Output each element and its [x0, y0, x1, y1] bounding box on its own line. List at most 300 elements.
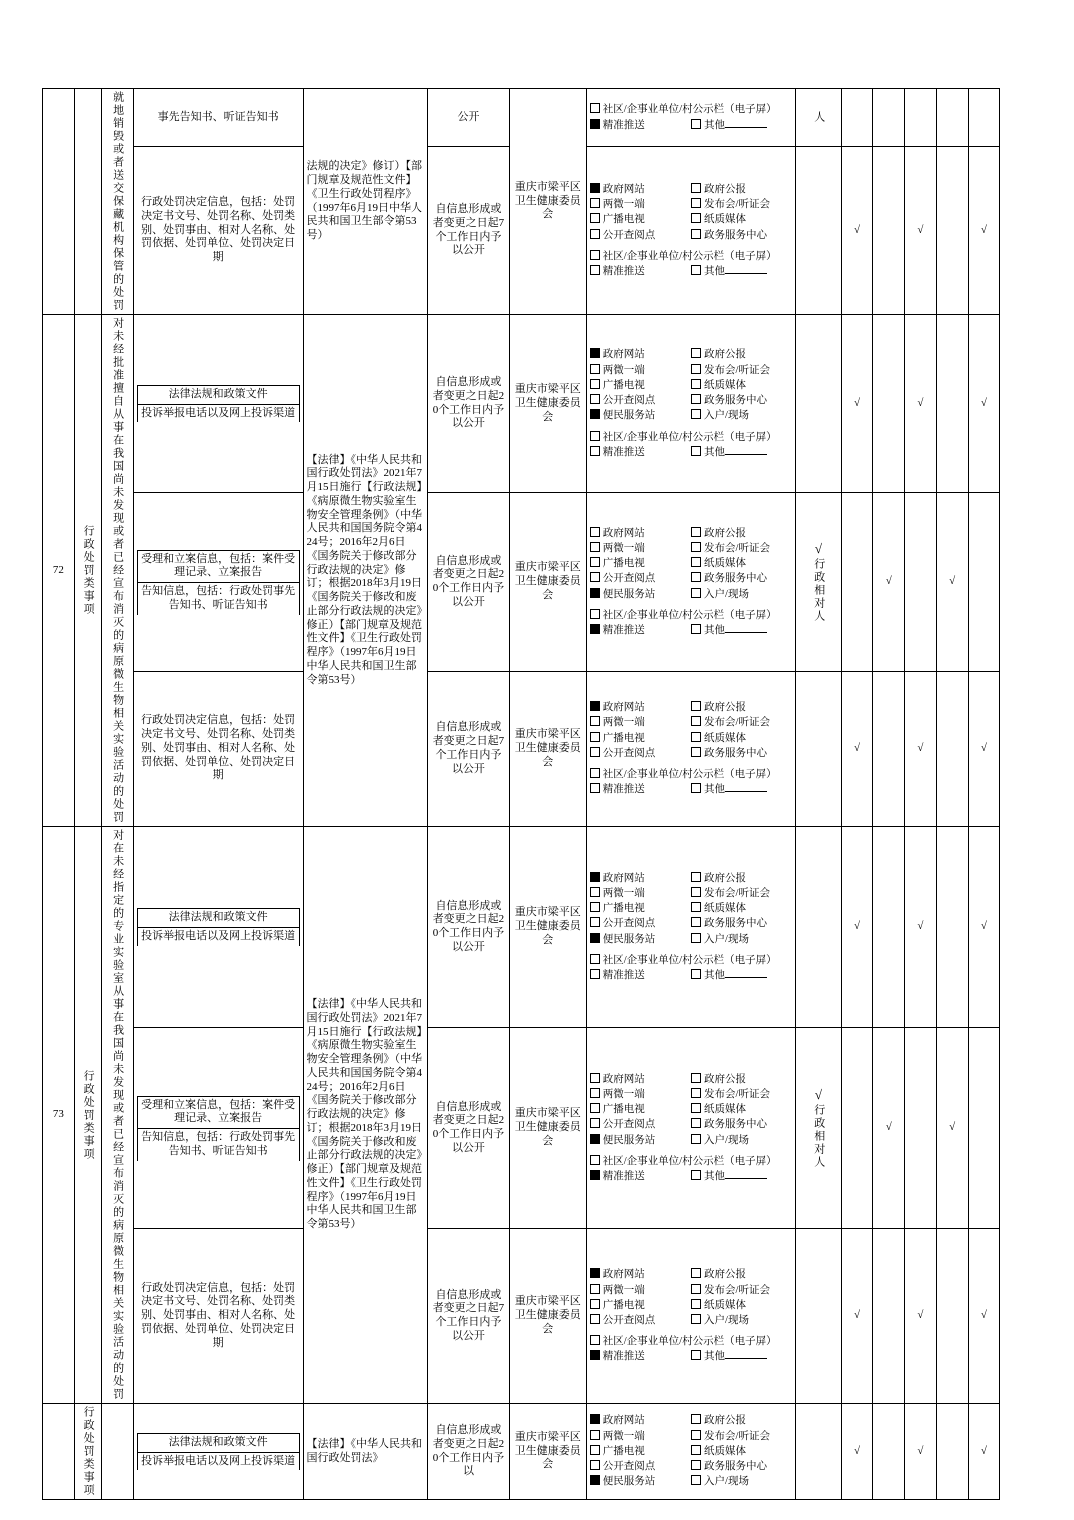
channel-option-press[interactable]: 发布会/听证会	[691, 715, 792, 730]
channel-option-public-read[interactable]: 公开查阅点	[590, 1313, 691, 1328]
channel-option-press[interactable]: 发布会/听证会	[691, 363, 792, 378]
checkbox-icon[interactable]	[590, 1103, 600, 1113]
channel-option-door[interactable]: 入户/现场	[691, 1313, 792, 1328]
checkbox-icon[interactable]	[590, 446, 600, 456]
tick-cell	[905, 1028, 937, 1229]
checkbox-icon[interactable]	[691, 527, 701, 537]
channel-option-community[interactable]: 社区/企事业单位/村公示栏（电子屏）	[590, 608, 793, 623]
tick-cell	[968, 89, 1000, 147]
checkbox-filled-icon[interactable]	[590, 1414, 600, 1424]
table-row	[43, 315, 1032, 493]
object-cell	[796, 147, 841, 315]
checkbox-icon[interactable]	[691, 572, 701, 582]
checkbox-filled-icon[interactable]	[590, 183, 600, 193]
basis-cell: 【法律】《中华人民共和国行政处罚法》	[303, 1404, 428, 1500]
checkbox-filled-icon[interactable]	[590, 1134, 600, 1144]
checkbox-icon[interactable]	[590, 1445, 600, 1455]
checkbox-icon[interactable]	[590, 250, 600, 260]
channel-option-broadcast[interactable]: 广播电视	[590, 1298, 691, 1313]
checkbox-icon[interactable]	[590, 557, 600, 567]
basis-cell: 法规的决定》修订）【部门规章及规范性文件】《卫生行政处罚程序》（1997年6月19日中华人民共和国卫生部令第53号）	[303, 89, 428, 315]
row-name-label: 对未经批准擅自从事在我国尚未发现或者已经宣布消灭的病原微生物相关实验活动的处罚	[111, 317, 124, 824]
table-row	[43, 89, 1032, 147]
channel-option-gov-web[interactable]: 政府网站	[590, 526, 691, 541]
channel-option-gov-gazette[interactable]: 政府公报	[691, 1413, 792, 1428]
channel-cell	[586, 671, 796, 826]
channel-option-paper[interactable]: 纸质媒体	[691, 556, 792, 571]
checkbox-filled-icon[interactable]	[590, 701, 600, 711]
channel-option-gov-web[interactable]: 政府网站	[590, 1072, 691, 1087]
checkbox-icon[interactable]	[590, 572, 600, 582]
row-type	[74, 315, 101, 827]
tick-cell: √	[905, 827, 937, 1028]
org-cell: 重庆市梁平区卫生健康委员会	[509, 1404, 586, 1500]
tick-cell	[873, 827, 905, 1028]
channel-option-broadcast[interactable]: 广播电视	[590, 378, 691, 393]
channel-option-gov-gazette[interactable]: 政府公报	[691, 347, 792, 362]
content-cell: 行政处罚决定信息，包括：处罚决定书文号、处罚名称、处罚类别、处罚事由、相对人名称、处罚依据、处罚单位、处罚决定日期	[133, 147, 303, 315]
channel-option-broadcast[interactable]: 广播电视	[590, 1102, 691, 1117]
tick-cell: √	[905, 147, 937, 315]
channel-option-public-read[interactable]: 公开查阅点	[590, 228, 691, 243]
tick-cell	[905, 89, 937, 147]
checkbox-filled-icon[interactable]	[590, 624, 600, 634]
time-cell: 自信息形成或者变更之日起20个工作日内予以公开	[428, 827, 510, 1028]
checkbox-icon[interactable]	[590, 198, 600, 208]
channel-option-public-read[interactable]: 公开查阅点	[590, 1459, 691, 1474]
channel-option-gov-gazette[interactable]: 政府公报	[691, 1072, 792, 1087]
checkbox-icon[interactable]	[691, 265, 701, 275]
channel-option-precise[interactable]: 精准推送	[590, 264, 691, 279]
other-blank-line[interactable]	[725, 118, 767, 128]
channel-option-other[interactable]: 其他	[691, 445, 792, 460]
disclosure-table	[42, 88, 1032, 1500]
content-cell: 事先告知书、听证告知书	[133, 89, 303, 147]
content-sub-b: 告知信息，包括：行政处罚事先告知书、听证告知书	[137, 583, 299, 615]
channel-option-community[interactable]: 社区/企事业单位/村公示栏（电子屏）	[590, 1154, 793, 1169]
channel-option-door[interactable]: 入户/现场	[691, 932, 792, 947]
time-cell: 自信息形成或者变更之日起20个工作日内予以公开	[428, 1028, 510, 1229]
tick-cell: √	[841, 671, 873, 826]
object-cell	[796, 671, 841, 826]
channel-option-gov-web[interactable]: 政府网站	[590, 1267, 691, 1282]
channel-option-convenient[interactable]: 便民服务站	[590, 932, 691, 947]
checkbox-icon[interactable]	[691, 902, 701, 912]
channel-option-precise[interactable]: 精准推送	[590, 1349, 691, 1364]
tick-cell	[936, 827, 968, 1028]
channel-option-other[interactable]: 其他	[691, 264, 792, 279]
checkbox-icon[interactable]	[691, 732, 701, 742]
tick-cell: √	[968, 147, 1000, 315]
checkbox-filled-icon[interactable]	[590, 119, 600, 129]
channel-option-gov-gazette[interactable]: 政府公报	[691, 182, 792, 197]
object-tick: √	[814, 541, 823, 557]
checkbox-icon[interactable]	[691, 557, 701, 567]
channel-option-precise[interactable]: 精准推送	[590, 1169, 691, 1184]
channel-option-gov-gazette[interactable]: 政府公报	[691, 871, 792, 886]
tick-cell: √	[936, 1028, 968, 1229]
other-blank-line[interactable]	[725, 623, 767, 633]
checkbox-icon[interactable]	[691, 1350, 701, 1360]
checkbox-icon[interactable]	[590, 1335, 600, 1345]
channel-option-public-read[interactable]: 公开查阅点	[590, 393, 691, 408]
row-name-label: 对在未经指定的专业实验室从事在我国尚未发现或者已经宣布消灭的病原微生物相关实验活动的处罚	[111, 829, 124, 1401]
checkbox-icon[interactable]	[590, 954, 600, 964]
channel-option-public-read[interactable]: 公开查阅点	[590, 916, 691, 931]
checkbox-icon[interactable]	[691, 1299, 701, 1309]
content-cell	[133, 1404, 303, 1500]
channel-option-press[interactable]: 发布会/听证会	[691, 886, 792, 901]
checkbox-icon[interactable]	[590, 1299, 600, 1309]
checkbox-icon[interactable]	[590, 1118, 600, 1128]
tick-cell	[936, 1229, 968, 1404]
channel-option-gov-service[interactable]: 政务服务中心	[691, 393, 792, 408]
content-sub-a: 受理和立案信息，包括：案件受理记录、立案报告	[137, 1096, 299, 1129]
checkbox-icon[interactable]	[590, 917, 600, 927]
checkbox-icon[interactable]	[691, 747, 701, 757]
channel-option-weibo[interactable]: 两微一端	[590, 363, 691, 378]
tick-cell	[936, 315, 968, 493]
channel-option-community[interactable]: 社区/企事业单位/村公示栏（电子屏）	[590, 430, 793, 445]
checkbox-filled-icon[interactable]	[590, 1475, 600, 1485]
time-cell: 自信息形成或者变更之日起20个工作日内予以公开	[428, 315, 510, 493]
channel-option-gov-service[interactable]: 政务服务中心	[691, 571, 792, 586]
tick-cell	[905, 493, 937, 671]
tick-cell	[873, 671, 905, 826]
checkbox-icon[interactable]	[590, 716, 600, 726]
tick-cell: √	[968, 827, 1000, 1028]
checkbox-icon[interactable]	[590, 887, 600, 897]
channel-option-community[interactable]: 社区/企事业单位/村公示栏（电子屏）	[590, 102, 793, 117]
tick-cell: √	[841, 1404, 873, 1500]
channel-option-broadcast[interactable]: 广播电视	[590, 1444, 691, 1459]
channel-option-gov-web[interactable]: 政府网站	[590, 871, 691, 886]
checkbox-icon[interactable]	[691, 542, 701, 552]
object-cell	[796, 1229, 841, 1404]
row-seq	[43, 1404, 75, 1500]
row-seq	[43, 89, 75, 315]
checkbox-icon[interactable]	[590, 1284, 600, 1294]
channel-option-broadcast[interactable]: 广播电视	[590, 901, 691, 916]
checkbox-icon[interactable]	[691, 213, 701, 223]
channel-option-paper[interactable]: 纸质媒体	[691, 731, 792, 746]
channel-option-weibo[interactable]: 两微一端	[590, 1087, 691, 1102]
channel-option-gov-gazette[interactable]: 政府公报	[691, 1267, 792, 1282]
channel-option-press[interactable]: 发布会/听证会	[691, 541, 792, 556]
tick-cell: √	[873, 1028, 905, 1229]
checkbox-icon[interactable]	[691, 933, 701, 943]
channel-option-gov-gazette[interactable]: 政府公报	[691, 526, 792, 541]
checkbox-icon[interactable]	[691, 1170, 701, 1180]
table-row	[43, 493, 1032, 671]
channel-option-paper[interactable]: 纸质媒体	[691, 1102, 792, 1117]
checkbox-icon[interactable]	[590, 732, 600, 742]
checkbox-icon[interactable]	[691, 229, 701, 239]
checkbox-icon[interactable]	[590, 1314, 600, 1324]
checkbox-icon[interactable]	[590, 379, 600, 389]
time-cell: 自信息形成或者变更之日起20个工作日内予以公开	[428, 493, 510, 671]
channel-option-paper[interactable]: 纸质媒体	[691, 212, 792, 227]
channel-option-community[interactable]: 社区/企事业单位/村公示栏（电子屏）	[590, 767, 793, 782]
channel-option-broadcast[interactable]: 广播电视	[590, 212, 691, 227]
channel-option-community[interactable]: 社区/企事业单位/村公示栏（电子屏）	[590, 953, 793, 968]
checkbox-filled-icon[interactable]	[590, 933, 600, 943]
tick-cell	[968, 493, 1000, 671]
tick-cell	[936, 671, 968, 826]
time-cell: 自信息形成或者变更之日起7个工作日内予以公开	[428, 147, 510, 315]
channel-option-public-read[interactable]: 公开查阅点	[590, 571, 691, 586]
channel-option-other[interactable]: 其他	[691, 623, 792, 638]
time-cell: 自信息形成或者变更之日起7个工作日内予以公开	[428, 1229, 510, 1404]
channel-option-door[interactable]: 入户/现场	[691, 1133, 792, 1148]
channel-cell	[586, 827, 796, 1028]
org-cell: 重庆市梁平区卫生健康委员会	[509, 315, 586, 493]
checkbox-icon[interactable]	[691, 1268, 701, 1278]
channel-option-community[interactable]: 社区/企事业单位/村公示栏（电子屏）	[590, 1334, 793, 1349]
checkbox-filled-icon[interactable]	[590, 1170, 600, 1180]
channel-option-press[interactable]: 发布会/听证会	[691, 1087, 792, 1102]
tick-cell: √	[841, 1229, 873, 1404]
channel-option-other[interactable]: 其他	[691, 118, 792, 133]
tick-cell: √	[968, 1229, 1000, 1404]
checkbox-icon[interactable]	[691, 588, 701, 598]
checkbox-icon[interactable]	[691, 624, 701, 634]
tick-cell: √	[841, 315, 873, 493]
checkbox-icon[interactable]	[691, 887, 701, 897]
checkbox-icon[interactable]	[691, 1445, 701, 1455]
basis-cell: 【法律】《中华人民共和国行政处罚法》2021年7月15日施行【行政法规】《病原微生物实验室生物安全管理条例》（中华人民共和国国务院令第424号；2016年2月6日《国务院关于修改部分行政法规的决定》修订；根据2018年3月19日《国务院关于修改和废止部分行政法规的决定》修正）【部门规章及规范性文件】《卫生行政处罚程序》（1997年6月19日中华人民共和国卫生部令第53号）	[303, 827, 428, 1404]
checkbox-icon[interactable]	[590, 213, 600, 223]
checkbox-filled-icon[interactable]	[590, 348, 600, 358]
checkbox-icon[interactable]	[590, 1460, 600, 1470]
channel-option-convenient[interactable]: 便民服务站	[590, 408, 691, 423]
content-cell	[133, 827, 303, 1028]
checkbox-filled-icon[interactable]	[590, 588, 600, 598]
checkbox-icon[interactable]	[590, 1155, 600, 1165]
channel-option-weibo[interactable]: 两微一端	[590, 1429, 691, 1444]
checkbox-icon[interactable]	[691, 1118, 701, 1128]
channel-option-convenient[interactable]: 便民服务站	[590, 1474, 691, 1489]
channel-option-gov-web[interactable]: 政府网站	[590, 1413, 691, 1428]
row-seq: 73	[43, 827, 75, 1404]
row-name	[101, 827, 133, 1404]
table-row	[43, 671, 1032, 826]
channel-option-weibo[interactable]: 两微一端	[590, 541, 691, 556]
tick-cell: √	[873, 493, 905, 671]
checkbox-icon[interactable]	[590, 364, 600, 374]
channel-option-weibo[interactable]: 两微一端	[590, 1283, 691, 1298]
org-cell: 重庆市梁平区卫生健康委员会	[509, 1028, 586, 1229]
channel-option-precise[interactable]: 精准推送	[590, 782, 691, 797]
checkbox-icon[interactable]	[590, 527, 600, 537]
content-cell: 行政处罚决定信息，包括：处罚决定书文号、处罚名称、处罚类别、处罚事由、相对人名称、处罚依据、处罚单位、处罚决定日期	[133, 1229, 303, 1404]
checkbox-icon[interactable]	[691, 872, 701, 882]
checkbox-icon[interactable]	[691, 1475, 701, 1485]
object-cell	[796, 89, 841, 147]
checkbox-filled-icon[interactable]	[590, 409, 600, 419]
checkbox-icon[interactable]	[590, 609, 600, 619]
channel-option-weibo[interactable]: 两微一端	[590, 197, 691, 212]
channel-option-broadcast[interactable]: 广播电视	[590, 556, 691, 571]
channel-option-press[interactable]: 发布会/听证会	[691, 1429, 792, 1444]
other-blank-line[interactable]	[725, 264, 767, 274]
channel-option-public-read[interactable]: 公开查阅点	[590, 1117, 691, 1132]
object-label: 行政相对人	[812, 1103, 825, 1169]
channel-option-door[interactable]: 入户/现场	[691, 408, 792, 423]
channel-option-gov-web[interactable]: 政府网站	[590, 700, 691, 715]
channel-option-gov-service[interactable]: 政务服务中心	[691, 1459, 792, 1474]
checkbox-icon[interactable]	[691, 1414, 701, 1424]
channel-option-other[interactable]: 其他	[691, 968, 792, 983]
channel-option-gov-service[interactable]: 政务服务中心	[691, 916, 792, 931]
channel-option-broadcast[interactable]: 广播电视	[590, 731, 691, 746]
channel-option-gov-web[interactable]: 政府网站	[590, 347, 691, 362]
checkbox-icon[interactable]	[590, 1073, 600, 1083]
channel-option-precise[interactable]: 精准推送	[590, 623, 691, 638]
checkbox-icon[interactable]	[691, 409, 701, 419]
other-blank-line[interactable]	[725, 782, 767, 792]
channel-option-gov-web[interactable]: 政府网站	[590, 182, 691, 197]
channel-option-paper[interactable]: 纸质媒体	[691, 1444, 792, 1459]
time-cell: 公开	[428, 89, 510, 147]
checkbox-icon[interactable]	[691, 348, 701, 358]
channel-option-paper[interactable]: 纸质媒体	[691, 1298, 792, 1313]
checkbox-icon[interactable]	[590, 902, 600, 912]
channel-option-convenient[interactable]: 便民服务站	[590, 1133, 691, 1148]
tick-cell	[841, 1028, 873, 1229]
tick-cell: √	[905, 1229, 937, 1404]
channel-option-press[interactable]: 发布会/听证会	[691, 1283, 792, 1298]
other-blank-line[interactable]	[725, 1169, 767, 1179]
object-cell	[796, 315, 841, 493]
tick-cell: √	[968, 671, 1000, 826]
time-cell: 自信息形成或者变更之日起7个工作日内予以公开	[428, 671, 510, 826]
channel-option-convenient[interactable]: 便民服务站	[590, 587, 691, 602]
channel-cell	[586, 1404, 796, 1500]
channel-option-door[interactable]: 入户/现场	[691, 1474, 792, 1489]
tick-cell	[841, 89, 873, 147]
channel-option-gov-service[interactable]: 政务服务中心	[691, 746, 792, 761]
tick-cell	[873, 89, 905, 147]
checkbox-icon[interactable]	[691, 119, 701, 129]
checkbox-icon[interactable]	[691, 1430, 701, 1440]
checkbox-filled-icon[interactable]	[590, 1268, 600, 1278]
tick-cell: √	[905, 1404, 937, 1500]
content-sub-b: 投诉举报电话以及网上投诉渠道	[137, 928, 299, 946]
checkbox-icon[interactable]	[691, 1284, 701, 1294]
channel-option-paper[interactable]: 纸质媒体	[691, 378, 792, 393]
checkbox-icon[interactable]	[691, 394, 701, 404]
checkbox-icon[interactable]	[590, 542, 600, 552]
checkbox-icon[interactable]	[691, 379, 701, 389]
content-sub-b: 告知信息，包括：行政处罚事先告知书、听证告知书	[137, 1129, 299, 1161]
checkbox-icon[interactable]	[691, 198, 701, 208]
checkbox-icon[interactable]	[590, 747, 600, 757]
checkbox-icon[interactable]	[691, 701, 701, 711]
checkbox-filled-icon[interactable]	[590, 872, 600, 882]
content-cell: 行政处罚决定信息，包括：处罚决定书文号、处罚名称、处罚类别、处罚事由、相对人名称、处罚依据、处罚单位、处罚决定日期	[133, 671, 303, 826]
channel-cell	[586, 89, 796, 147]
checkbox-icon[interactable]	[590, 394, 600, 404]
checkbox-icon[interactable]	[691, 446, 701, 456]
checkbox-icon[interactable]	[691, 364, 701, 374]
checkbox-icon[interactable]	[590, 1430, 600, 1440]
checkbox-icon[interactable]	[691, 917, 701, 927]
content-cell	[133, 1028, 303, 1229]
object-cell	[796, 827, 841, 1028]
checkbox-icon[interactable]	[590, 783, 600, 793]
row-type-label: 行政处罚类事项	[82, 1406, 95, 1497]
checkbox-icon[interactable]	[590, 229, 600, 239]
checkbox-icon[interactable]	[590, 103, 600, 113]
channel-option-press[interactable]: 发布会/听证会	[691, 197, 792, 212]
channel-option-public-read[interactable]: 公开查阅点	[590, 746, 691, 761]
checkbox-icon[interactable]	[590, 431, 600, 441]
tick-cell: √	[936, 493, 968, 671]
other-blank-line[interactable]	[725, 445, 767, 455]
org-cell: 重庆市梁平区卫生健康委员会	[509, 1229, 586, 1404]
channel-option-weibo[interactable]: 两微一端	[590, 715, 691, 730]
row-type	[74, 827, 101, 1404]
other-blank-line[interactable]	[725, 1349, 767, 1359]
table-row	[43, 827, 1032, 1028]
object-tick: √	[814, 1087, 823, 1103]
checkbox-icon[interactable]	[691, 1073, 701, 1083]
row-name-label: 就地销毁或者送交保藏机构保管的处罚	[111, 91, 124, 312]
other-blank-line[interactable]	[725, 968, 767, 978]
checkbox-icon[interactable]	[691, 969, 701, 979]
checkbox-icon[interactable]	[691, 1460, 701, 1470]
channel-option-other[interactable]: 其他	[691, 782, 792, 797]
row-name	[101, 315, 133, 827]
tick-cell	[841, 493, 873, 671]
channel-option-gov-service[interactable]: 政务服务中心	[691, 228, 792, 243]
channel-cell	[586, 315, 796, 493]
checkbox-filled-icon[interactable]	[590, 1350, 600, 1360]
checkbox-icon[interactable]	[590, 1088, 600, 1098]
channel-option-door[interactable]: 入户/现场	[691, 587, 792, 602]
checkbox-icon[interactable]	[691, 1314, 701, 1324]
checkbox-icon[interactable]	[590, 265, 600, 275]
tick-cell: √	[968, 315, 1000, 493]
channel-option-paper[interactable]: 纸质媒体	[691, 901, 792, 916]
checkbox-icon[interactable]	[691, 1088, 701, 1098]
checkbox-icon[interactable]	[691, 1103, 701, 1113]
tick-cell	[873, 1404, 905, 1500]
object-cell	[796, 1404, 841, 1500]
checkbox-icon[interactable]	[691, 716, 701, 726]
channel-option-weibo[interactable]: 两微一端	[590, 886, 691, 901]
channel-option-precise[interactable]: 精准推送	[590, 968, 691, 983]
channel-option-other[interactable]: 其他	[691, 1169, 792, 1184]
table-row	[43, 1028, 1032, 1229]
checkbox-icon[interactable]	[590, 768, 600, 778]
table-row	[43, 1404, 1032, 1500]
checkbox-icon[interactable]	[691, 783, 701, 793]
channel-option-other[interactable]: 其他	[691, 1349, 792, 1364]
content-cell	[133, 315, 303, 493]
content-sub-a: 法律法规和政策文件	[137, 1433, 299, 1452]
channel-option-precise[interactable]: 精准推送	[590, 118, 691, 133]
channel-option-gov-service[interactable]: 政务服务中心	[691, 1117, 792, 1132]
channel-option-community[interactable]: 社区/企事业单位/村公示栏（电子屏）	[590, 249, 793, 264]
checkbox-icon[interactable]	[590, 969, 600, 979]
org-cell: 重庆市梁平区卫生健康委员会	[509, 671, 586, 826]
checkbox-icon[interactable]	[691, 183, 701, 193]
channel-option-gov-gazette[interactable]: 政府公报	[691, 700, 792, 715]
checkbox-icon[interactable]	[691, 1134, 701, 1144]
channel-option-precise[interactable]: 精准推送	[590, 445, 691, 460]
